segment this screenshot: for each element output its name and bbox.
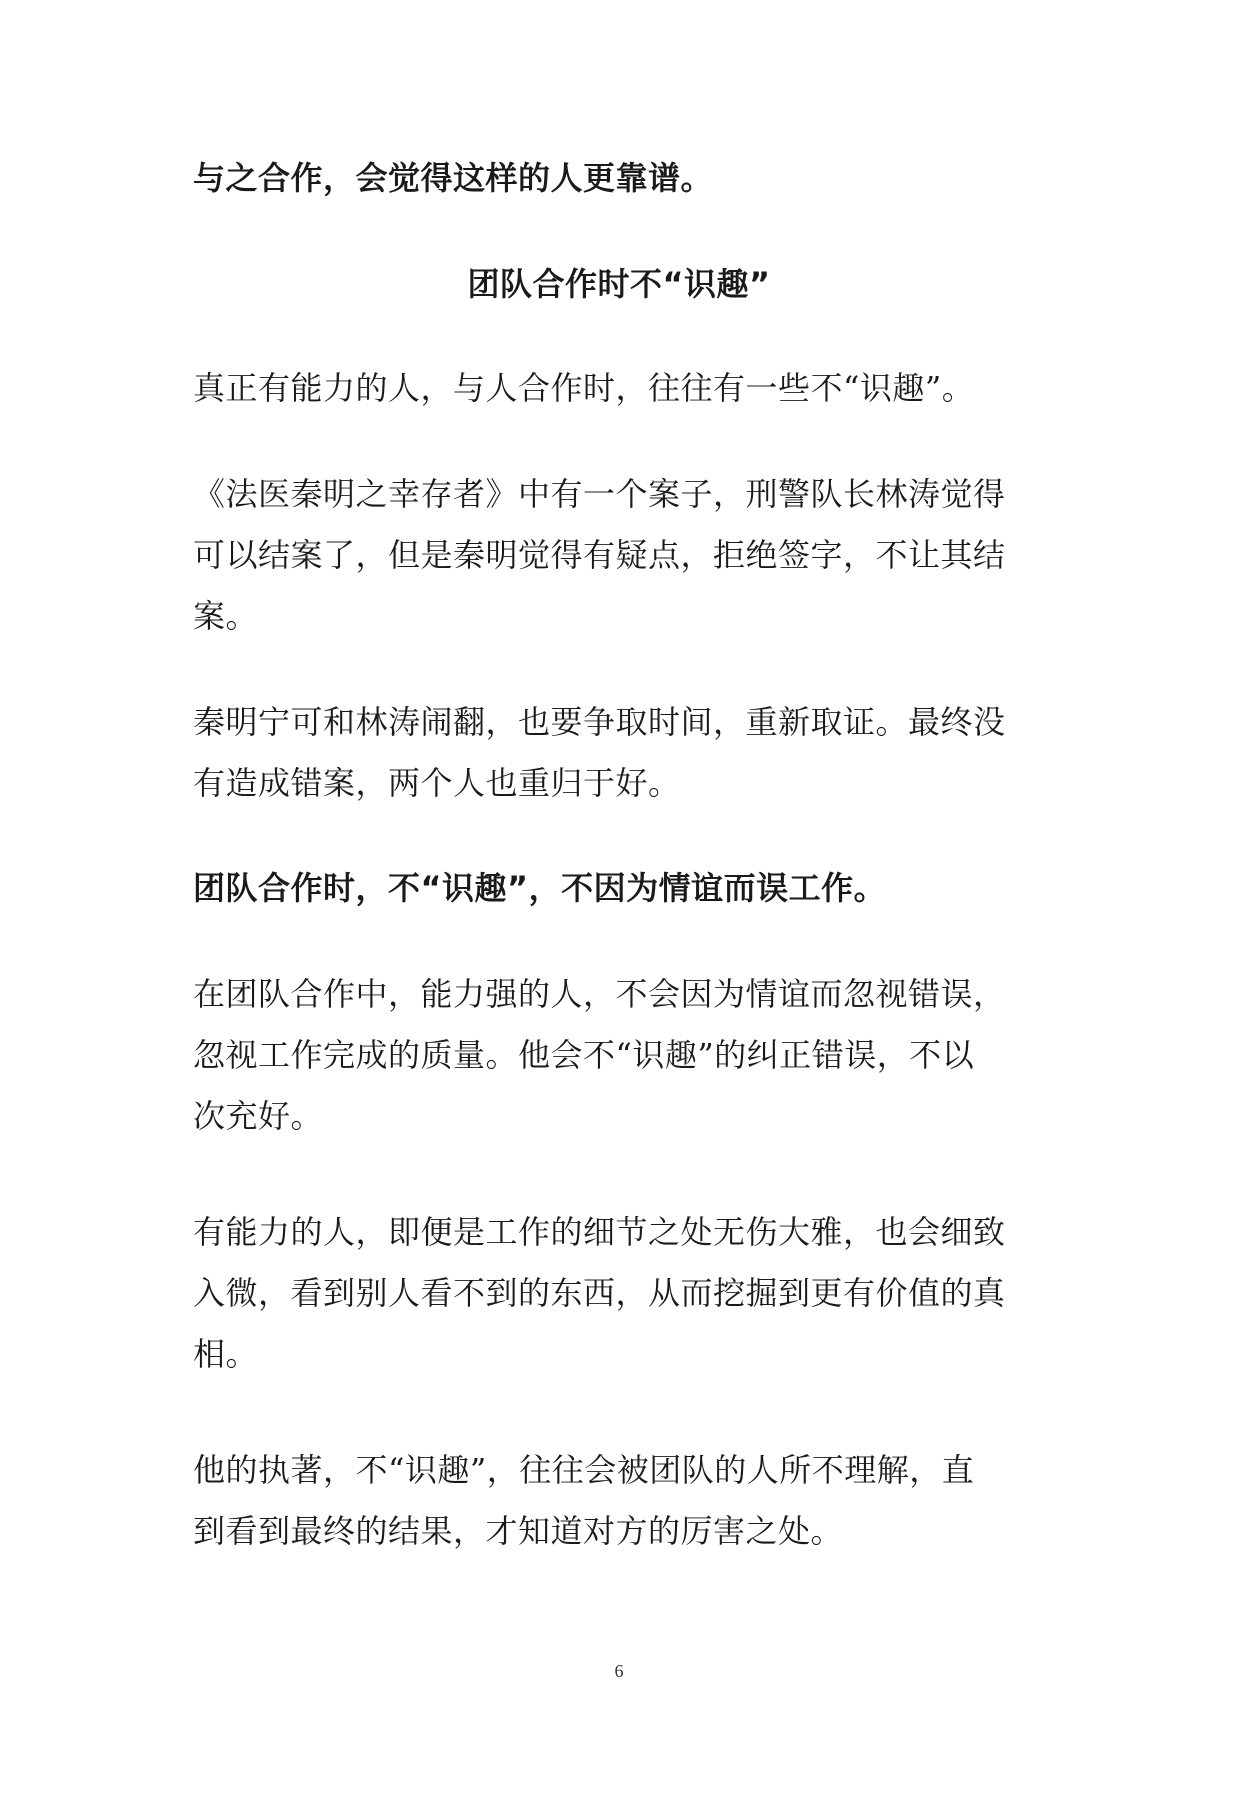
paragraph-line: 有能力的人，即便是工作的细节之处无伤大雅，也会细致 bbox=[193, 1213, 1006, 1251]
page-number: 6 bbox=[614, 1661, 624, 1681]
highlight-sentence-bold: 团队合作时，不“识趣”，不因为情谊而误工作。 bbox=[193, 869, 887, 907]
paragraph-line: 秦明宁可和林涛闹翻，也要争取时间，重新取证。最终没 bbox=[193, 703, 1006, 741]
closing-sentence-bold: 与之合作，会觉得这样的人更靠谱。 bbox=[193, 159, 714, 197]
paragraph-line: 相。 bbox=[193, 1335, 259, 1373]
paragraph-line: 到看到最终的结果，才知道对方的厉害之处。 bbox=[193, 1512, 844, 1550]
paragraph-line: 真正有能力的人，与人合作时，往往有一些不“识趣”。 bbox=[193, 369, 975, 407]
paragraph-line: 在团队合作中，能力强的人，不会因为情谊而忽视错误， bbox=[193, 975, 1006, 1013]
paragraph-line: 忽视工作完成的质量。他会不“识趣”的纠正错误，不以 bbox=[193, 1036, 975, 1074]
section-heading: 团队合作时不“识趣” bbox=[467, 265, 771, 303]
paragraph-line: 入微，看到别人看不到的东西，从而挖掘到更有价值的真 bbox=[193, 1274, 1006, 1312]
paragraph-line: 案。 bbox=[193, 597, 259, 635]
paragraph-line: 可以结案了，但是秦明觉得有疑点，拒绝签字，不让其结 bbox=[193, 536, 1006, 574]
paragraph-line: 他的执著，不“识趣”，往往会被团队的人所不理解，直 bbox=[193, 1451, 975, 1489]
paragraph-line: 次充好。 bbox=[193, 1097, 324, 1135]
paragraph-line: 《法医秦明之幸存者》中有一个案子，刑警队长林涛觉得 bbox=[193, 475, 1006, 513]
paragraph-line: 有造成错案，两个人也重归于好。 bbox=[193, 764, 681, 802]
